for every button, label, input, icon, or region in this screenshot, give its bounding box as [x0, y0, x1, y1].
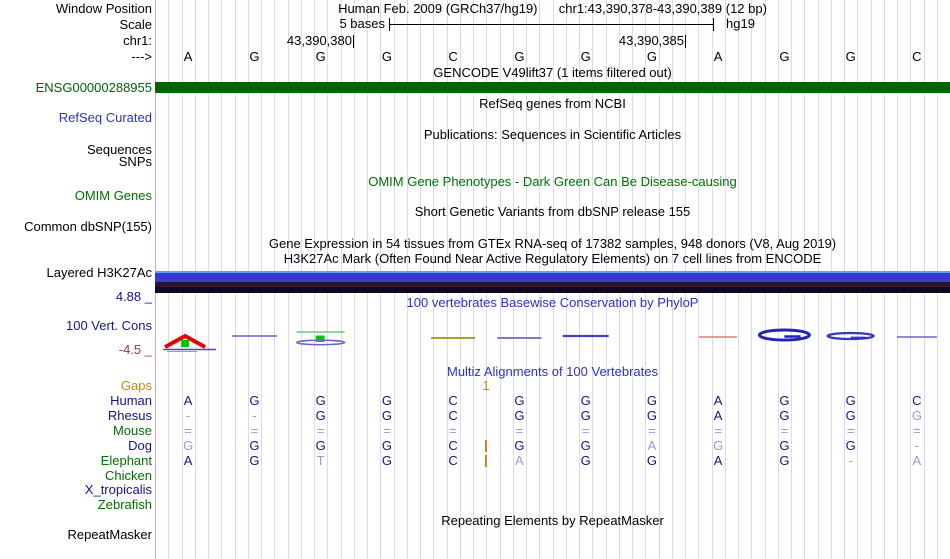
track-title-phylop_title[interactable]: 100 vertebrates Basewise Conservation by PhyloP: [406, 295, 699, 310]
alignment-cell-human: G: [514, 393, 525, 408]
alignment-cell-dog: G: [183, 438, 194, 453]
alignment-cell-human: G: [249, 393, 260, 408]
track-label-scale: Scale: [119, 17, 152, 32]
sequence-base: G: [381, 49, 392, 64]
sequence-base: G: [779, 49, 790, 64]
track-label-omim[interactable]: OMIM Genes: [74, 188, 152, 203]
alignment-cell-human: G: [845, 393, 856, 408]
alignment-cell-dog: A: [647, 438, 657, 453]
cons-glyph-ellipse: [297, 340, 345, 344]
alignment-cell-human: A: [713, 393, 723, 408]
position-title: chr1:43,390,378-43,390,389 (12 bp): [558, 1, 767, 16]
scale-value: 5 bases: [339, 16, 385, 31]
track-label-dbsnp[interactable]: Common dbSNP(155): [24, 219, 152, 234]
alignment-cell-rhesus: C: [448, 408, 458, 423]
alignment-cell-human: G: [315, 393, 326, 408]
sequence-base: C: [912, 49, 922, 64]
sequence-base: G: [514, 49, 525, 64]
alignment-cell-dog: G: [713, 438, 724, 453]
scale-bar-right-tick: [713, 18, 714, 31]
alignment-cell-rhesus: -: [185, 408, 191, 423]
alignment-cell-mouse: =: [515, 423, 524, 438]
alignment-cell-mouse: =: [846, 423, 855, 438]
alignment-cell-dog: G: [381, 438, 392, 453]
alignment-cell-human: G: [779, 393, 790, 408]
alignment-cell-human: A: [183, 393, 193, 408]
alignment-cell-dog: G: [845, 438, 856, 453]
track-label-gaps[interactable]: Gaps: [120, 378, 152, 393]
alignment-cell-elephant: G: [580, 453, 591, 468]
alignment-cell-elephant: G: [381, 453, 392, 468]
insertion-marker-dog: [485, 440, 487, 452]
track-label-mouse[interactable]: Mouse: [112, 423, 152, 438]
alignment-cell-dog: G: [514, 438, 525, 453]
alignment-cell-elephant: A: [183, 453, 193, 468]
h3k27ac-layered-bar[interactable]: [155, 271, 950, 293]
insertion-marker-elephant: [485, 455, 487, 467]
assembly-short-label: hg19: [726, 16, 755, 31]
track-label-repeatmasker[interactable]: RepeatMasker: [67, 527, 152, 542]
coordinate-left-tick: [353, 35, 354, 48]
gap-count-label: 1: [482, 378, 490, 393]
scale-bar: [389, 24, 713, 25]
h3k27ac-layer: [155, 273, 950, 282]
alignment-cell-human: G: [580, 393, 591, 408]
alignment-cell-elephant: -: [848, 453, 853, 468]
alignment-cell-mouse: =: [383, 423, 391, 438]
alignment-cell-elephant: C: [448, 453, 458, 468]
alignment-cell-dog: G: [580, 438, 591, 453]
alignment-cell-human: C: [912, 393, 922, 408]
alignment-cell-rhesus: G: [381, 408, 392, 423]
alignment-cell-dog: G: [779, 438, 790, 453]
alignment-cell-dog: C: [448, 438, 458, 453]
h3k27ac-layer: [155, 287, 950, 293]
alignment-cell-rhesus: G: [911, 408, 922, 423]
track-label-human[interactable]: Human: [110, 393, 152, 408]
track-label-x_tropicalis[interactable]: X_tropicalis: [84, 482, 152, 497]
track-title-multiz_title[interactable]: Multiz Alignments of 100 Vertebrates: [446, 364, 658, 379]
alignment-cell-mouse: =: [316, 423, 325, 438]
track-title-refseq_title[interactable]: RefSeq genes from NCBI: [479, 96, 626, 111]
sequence-base: C: [448, 49, 458, 64]
alignment-cell-mouse: =: [449, 423, 457, 438]
sequence-base: A: [183, 49, 193, 64]
assembly-title: Human Feb. 2009 (GRCh37/hg19): [338, 1, 538, 16]
coordinate-right-tick: [685, 35, 686, 48]
alignment-cell-rhesus: G: [580, 408, 591, 423]
track-label-gencode_item[interactable]: ENSG00000288955: [35, 80, 152, 95]
alignment-cell-elephant: G: [779, 453, 790, 468]
track-label-cons_max: 4.88 _: [115, 289, 152, 304]
coordinate-right: 43,390,385: [618, 33, 684, 48]
header-title-row: [155, 2, 950, 15]
alignment-cell-dog: G: [315, 438, 326, 453]
track-label-pubs_seq[interactable]: Sequences: [86, 142, 152, 157]
track-title-gencode_title[interactable]: GENCODE V49lift37 (1 items filtered out): [433, 65, 672, 80]
alignment-cell-rhesus: A: [713, 408, 723, 423]
alignment-cell-mouse: =: [714, 423, 722, 438]
track-title-repeat_title[interactable]: Repeating Elements by RepeatMasker: [441, 513, 664, 528]
phylop-conservation-glyphs[interactable]: [155, 325, 950, 360]
track-label-rhesus[interactable]: Rhesus: [107, 408, 152, 423]
track-label-h3k27ac[interactable]: Layered H3K27Ac: [46, 265, 152, 280]
track-title-pubs_title[interactable]: Publications: Sequences in Scientific Articles: [423, 127, 682, 142]
sequence-base: G: [580, 49, 591, 64]
cons-glyph-flat-g: [759, 330, 809, 340]
sequence-base: G: [315, 49, 326, 64]
alignment-cell-elephant: G: [249, 453, 260, 468]
alignment-cell-rhesus: G: [315, 408, 326, 423]
sequence-base: A: [713, 49, 723, 64]
track-label-refseq[interactable]: RefSeq Curated: [58, 110, 152, 125]
alignment-cell-elephant: A: [713, 453, 723, 468]
alignment-cell-rhesus: G: [514, 408, 525, 423]
track-label-chicken[interactable]: Chicken: [105, 468, 152, 483]
track-label-strand: --->: [131, 49, 152, 64]
alignment-cell-dog: -: [914, 438, 920, 453]
alignment-cell-human: G: [381, 393, 392, 408]
gencode-gene-bar[interactable]: [155, 82, 950, 93]
alignment-cell-dog: G: [249, 438, 260, 453]
track-label-zebrafish[interactable]: Zebrafish: [97, 497, 152, 512]
alignment-cell-elephant: A: [515, 453, 524, 468]
alignment-cell-rhesus: G: [845, 408, 856, 423]
track-label-dog[interactable]: Dog: [128, 438, 152, 453]
alignment-cell-mouse: =: [780, 423, 789, 438]
track-label-cons[interactable]: 100 Vert. Cons: [66, 318, 152, 333]
alignment-cell-elephant: A: [912, 453, 922, 468]
sequence-base: G: [845, 49, 856, 64]
track-title-gtex_title[interactable]: Gene Expression in 54 tissues from GTEx RNA-seq of 17382 samples, 948 donors (V8, Aug 2019): [268, 236, 837, 251]
sequence-base: G: [646, 49, 657, 64]
track-title-h3k27ac_title[interactable]: H3K27Ac Mark (Often Found Near Active Regulatory Elements) on 7 cell lines from ENCODE: [283, 251, 822, 266]
track-label-chrom: chr1:: [123, 33, 152, 48]
alignment-cell-human: C: [448, 393, 458, 408]
alignment-cell-human: G: [646, 393, 657, 408]
alignment-cell-rhesus: G: [779, 408, 790, 423]
track-label-window_position: Window Position: [55, 1, 152, 16]
alignment-cell-rhesus: -: [252, 408, 257, 423]
track-title-dbsnp_title[interactable]: Short Genetic Variants from dbSNP release 155: [414, 204, 691, 219]
cons-glyph-square: [181, 340, 189, 347]
sequence-base: G: [249, 49, 260, 64]
coordinate-left: 43,390,380: [286, 33, 352, 48]
alignment-cell-mouse: =: [913, 423, 921, 438]
alignment-cell-rhesus: G: [646, 408, 657, 423]
track-label-elephant[interactable]: Elephant: [100, 453, 152, 468]
track-label-pubs_snps[interactable]: SNPs: [118, 154, 152, 169]
alignment-cell-mouse: =: [184, 423, 192, 438]
alignment-cell-mouse: =: [250, 423, 259, 438]
track-label-cons_min: -4.5 _: [118, 342, 152, 357]
alignment-cell-elephant: T: [316, 453, 325, 468]
alignment-cell-mouse: =: [648, 423, 656, 438]
alignment-cell-mouse: =: [581, 423, 590, 438]
track-title-omim_title[interactable]: OMIM Gene Phenotypes - Dark Green Can Be Disease-causing: [368, 174, 737, 189]
alignment-cell-elephant: G: [646, 453, 657, 468]
